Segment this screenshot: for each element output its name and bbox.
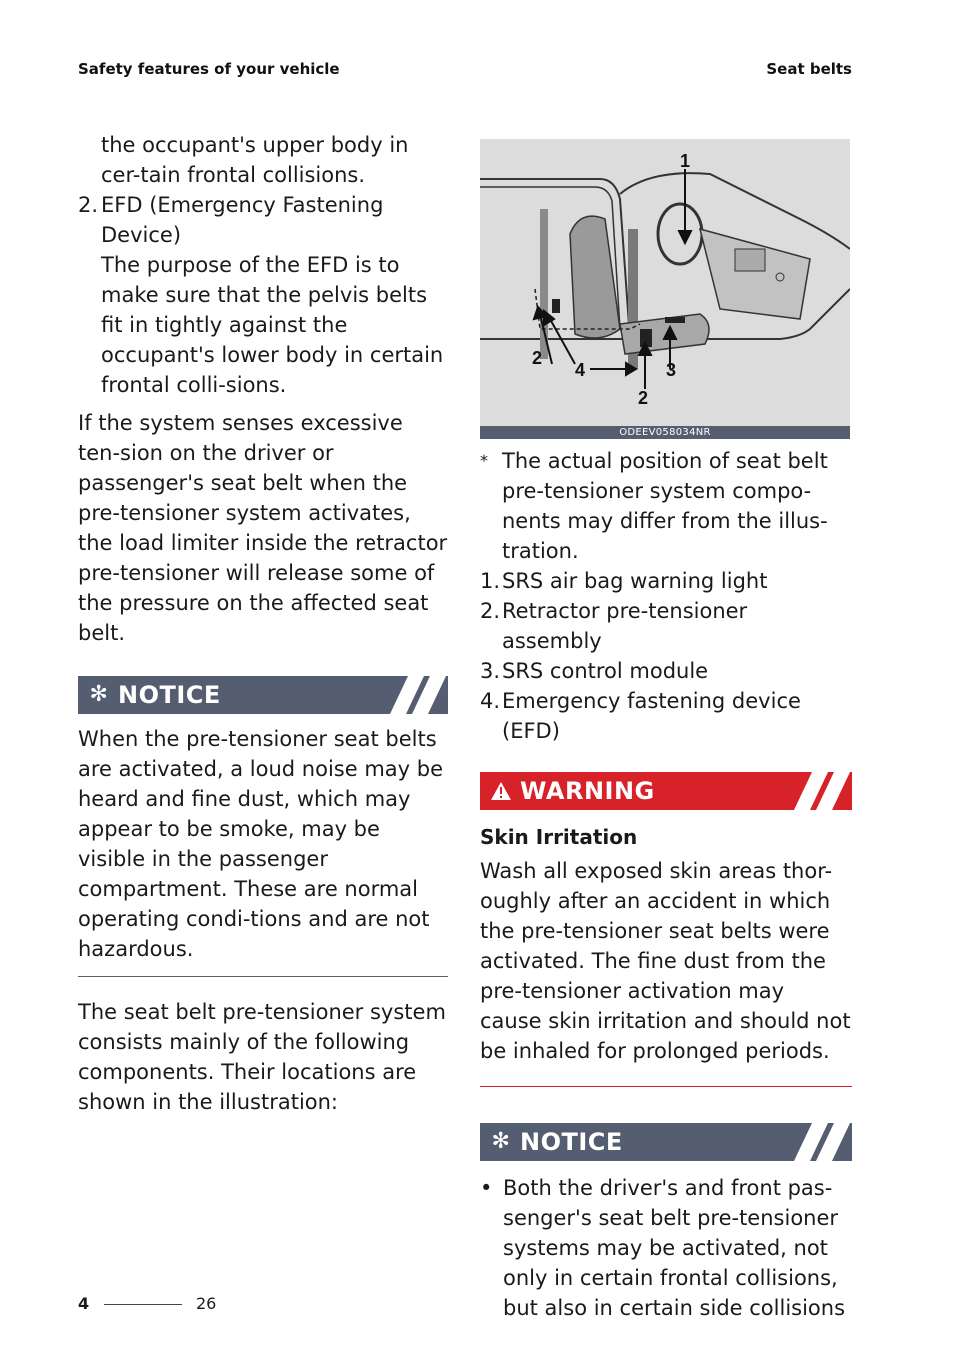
car-interior-drawing: [480, 139, 850, 426]
legend-number: 3.: [480, 659, 501, 683]
warning-divider: [480, 1086, 852, 1087]
warning-subtitle: Skin Irritation: [480, 825, 638, 849]
callout-4: 4: [575, 360, 586, 380]
notice-body: When the pre-tensioner seat belts are activated, a loud noise may be heard and fine dust, which may appear to be smoke, may be visible in the passenger compartment. These are normal operating condi-tions and are not hazardous.: [78, 727, 443, 961]
notice-title-2: NOTICE: [520, 1128, 623, 1156]
banner-stripes-icon: [788, 1123, 852, 1161]
notice-bullet-item: [480, 1173, 852, 1323]
legend-item-3: [480, 656, 852, 686]
legend-item-4: [480, 686, 852, 746]
notice-bullet-text: Both the driver's and front pas-senger's seat belt pre-tensioner systems may be activated, not only in certain frontal collisions, but also in certain side collisions: [503, 1176, 846, 1320]
callout-2-left: 2: [532, 348, 543, 368]
notice-banner: [78, 676, 448, 714]
bullet-mark: •: [480, 1176, 493, 1200]
list-item-title: EFD (Emergency Fastening Device): [101, 193, 384, 247]
notice-asterisk-icon: ✻: [491, 1129, 511, 1154]
warning-title: WARNING: [520, 777, 655, 805]
legend-text: SRS control module: [502, 659, 709, 683]
figure-code: ODEEV058034NR: [480, 426, 850, 439]
page-number: 26: [196, 1294, 217, 1313]
load-limiter-paragraph: If the system senses excessive ten-sion on the driver or passenger's seat belt when the pre-tensioner system activates, the load limiter inside the retractor pre-tensioner will release some of the pressure on the affected seat belt.: [78, 411, 448, 645]
footnote-text: The actual position of seat belt pre-tensioner system compo-nents may differ from the illus-tration.: [502, 449, 828, 563]
list-item-number: 2.: [78, 193, 99, 217]
legend-item-2: [480, 596, 852, 656]
legend-number: 2.: [480, 599, 501, 623]
warning-triangle-icon: [490, 781, 512, 801]
running-header-section: Safety features of your vehicle: [78, 60, 340, 78]
list-item-efd: [78, 190, 448, 400]
banner-stripes-icon: [788, 772, 852, 810]
continued-text: the occupant's upper body in cer-tain frontal collisions.: [101, 133, 409, 187]
chapter-number: 4: [78, 1294, 90, 1313]
notice-divider: [78, 976, 448, 977]
figure-footnote: [480, 446, 852, 566]
legend-text: Emergency fastening device (EFD): [502, 689, 801, 743]
legend-number: 4.: [480, 689, 501, 713]
callout-3: 3: [666, 360, 677, 380]
footer-rule: [104, 1304, 182, 1305]
notice-title: NOTICE: [118, 681, 221, 709]
banner-stripes-icon: [384, 676, 448, 714]
notice-asterisk-icon: ✻: [89, 682, 109, 707]
running-header-topic: Seat belts: [766, 60, 852, 78]
legend-text: Retractor pre-tensioner assembly: [502, 599, 748, 653]
warning-banner: [480, 772, 852, 810]
footnote-mark: *: [480, 451, 488, 470]
legend-item-1: [480, 566, 852, 596]
legend-text: SRS air bag warning light: [502, 569, 768, 593]
components-paragraph: The seat belt pre-tensioner system consists mainly of the following components. Their locations are shown in the illustration:: [78, 1000, 446, 1114]
legend-number: 1.: [480, 569, 501, 593]
warning-body: Wash all exposed skin areas thor-oughly after an accident in which the pre-tensioner seat belts were activated. The fine dust from the pre-tensioner activation may cause skin irritation and should not be inhaled for prolonged periods.: [480, 859, 851, 1063]
callout-2-bottom: 2: [638, 388, 649, 408]
callout-1: 1: [680, 151, 691, 171]
right-column: [480, 446, 852, 1323]
list-item-body: The purpose of the EFD is to make sure that the pelvis belts fit in tightly against the occupant's lower body in certain frontal colli-sions.: [101, 253, 444, 397]
left-column: [78, 130, 448, 1117]
notice-banner-2: [480, 1123, 852, 1161]
pretensioner-illustration: [480, 139, 850, 439]
